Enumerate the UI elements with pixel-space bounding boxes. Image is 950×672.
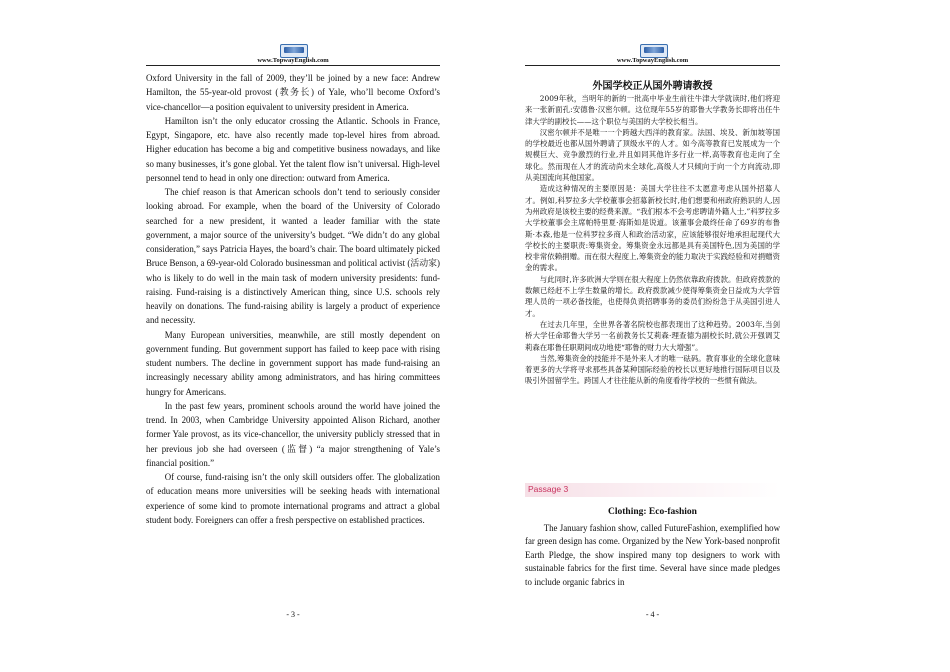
page-header <box>146 0 440 62</box>
passage-title: Clothing: Eco-fashion <box>608 507 697 517</box>
paragraph: 造成这种情况的主要原因是：美国大学往往不太愿意考虑从国外招募人才。例如,科罗拉多大学校董事会招募新校长时,他们想要和州政府熟识的人,因为州政府是该校主要的经费来源。“我们根本不会考虑聘请外籍人士,”科罗拉多大学校董事会主席帕特里夏·海斯如是说道。该董事会最终任命了69岁的布鲁斯·本森,他是一位科罗拉多商人和政治活动家，应该能够很好地承担起现代大学校长的主要职责:筹集资金。筹集资金永远都是具有美国特色,因为美国的学校非常依赖捐赠。而在很大程度上,筹集资金的能力取决于实践经验和对捐赠资金的需求。 <box>525 184 780 273</box>
header-rule <box>525 65 780 66</box>
paragraph: Of course, fund-raising isn’t the only skill outsiders offer. The globalization of education means more universities will be seeking heads with international experience of some kind to promote international programs and attract a global student body. Foreigners can offer a fresh perspective on established practices. <box>146 472 440 525</box>
passage-text-english <box>146 71 440 527</box>
paragraph: The January fashion show, called FutureFashion, exemplified how far green design has come. Organized by the New York-based nonprofit Earth Pledge, the show inspired many top designers to work with sustainable fabrics for the first time. Several have since made pledges to include organic fabrics in <box>525 523 780 587</box>
page-number: - 3 - <box>286 610 300 619</box>
topway-logo-icon <box>640 44 668 58</box>
paragraph: 2009年秋，当明年的新的一批高中毕业生前往牛津大学就读时,他们将迎来一张新面孔:安德鲁·汉密尔顿。这位现年55岁的耶鲁大学教务长即将出任牛津大学的副校长——这个职位与美国的大学校长相当。 <box>525 94 780 126</box>
passage-label: Passage 3 <box>528 484 569 494</box>
paragraph: Hamilton isn’t the only educator crossing the Atlantic. Schools in France, Egypt, Singapore, etc. have also recently made top-level hires from abroad. Higher education has become a big and competitive business nowadays, and like so many businesses, it’s gone global. Yet the talent flow isn’t universal. High-level personnel tend to head in only one direction: outward from America. <box>146 115 440 183</box>
site-url: www.TopwayEnglish.com <box>257 57 329 64</box>
translation-text <box>525 93 780 387</box>
paragraph: In the past few years, prominent schools around the world have joined the trend. In 2003, when Cambridge University appointed Alison Richard, another former Yale provost, as its vice-chancellor, the university publicly stressed that in her previous job she had overseen (监督) “a major strengthening of Yale’s financial position.” <box>146 400 440 468</box>
paragraph: Many European universities, meanwhile, are still mostly dependent on government funding. But government support has failed to keep pace with rising student numbers. The decline in government support has made fund-raising an increasingly necessary ability among administrators, and has hiring committees hungry for Americans. <box>146 329 440 397</box>
header-rule <box>146 65 440 66</box>
paragraph: 汉密尔顿并不是唯一一个跨越大西洋的教育家。法国、埃及、新加坡等国的学校最近也都从国外聘请了顶级水平的人才。如今高等教育已发展成为一个规模巨大、竞争激烈的行业,并且如同其他许多行业一样,高等教育也走向了全球化。然而现在人才的流动尚未全球化,高级人才只倾向于向一个方向流动,即从美国流向其他国家。 <box>525 127 780 183</box>
page-number: - 4 - <box>645 610 660 619</box>
site-url: www.TopwayEnglish.com <box>616 57 689 64</box>
paragraph: The chief reason is that American schools don’t tend to seriously consider looking abroad. For example, when the board of the University of Colorado searched for a new president, it wanted a leader familiar with the state government, a major source of the university’s budget. “We didn’t do any global consideration,” says Patricia Hayes, the board’s chair. The board ultimately picked Bruce Benson, a 69-year-old Colorado businessman and political activist (活动家) who is likely to do well in the main task of modern university presidents: fund-raising. Fund-raising is a distinctively American thing, since U.S. schools rely heavily on donations. The fund-raising ability is largely a product of experience and necessity. <box>146 187 440 326</box>
page-header <box>525 0 780 62</box>
passage-3-text <box>525 522 780 589</box>
paragraph: Oxford University in the fall of 2009, they’ll be joined by a new face: Andrew Hamilton, the 55-year-old provost (教务长) of Yale, who’ll become Oxford’s vice-chancellor—a position equivalent to university president in America. <box>146 73 440 112</box>
paragraph: 与此同时,许多欧洲大学则在很大程度上仍然依靠政府拨款。但政府拨款的数额已经赶不上学生数量的增长。政府拨款减少使得筹集资金日益成为大学管理人员的一项必备技能，也使得负责招聘事务的委员们纷纷急于从美国引进人才。 <box>525 274 780 318</box>
passage-label-bar <box>525 483 780 497</box>
paragraph: 在过去几年里，全世界各著名院校也都表现出了这种趋势。2003年,当剑桥大学任命耶鲁大学另一名前教务长艾莉森·理查德为副校长时,就公开强调艾莉森在耶鲁任职期间成功地使“耶鲁的财力大大增强”。 <box>525 319 780 352</box>
paragraph: 当然,筹集资金的技能并不是外来人才的唯一砝码。教育事业的全球化意味着更多的大学将寻求那些具备某种国际经验的校长以更好地推行国际项目以及吸引外国留学生。跨国人才往往能从新的角度看待学校的一些惯有做法。 <box>525 353 780 386</box>
left-page <box>146 0 440 672</box>
translation-title: 外国学校正从国外聘请教授 <box>592 81 713 92</box>
topway-logo-icon <box>280 44 308 58</box>
right-page <box>525 0 780 672</box>
